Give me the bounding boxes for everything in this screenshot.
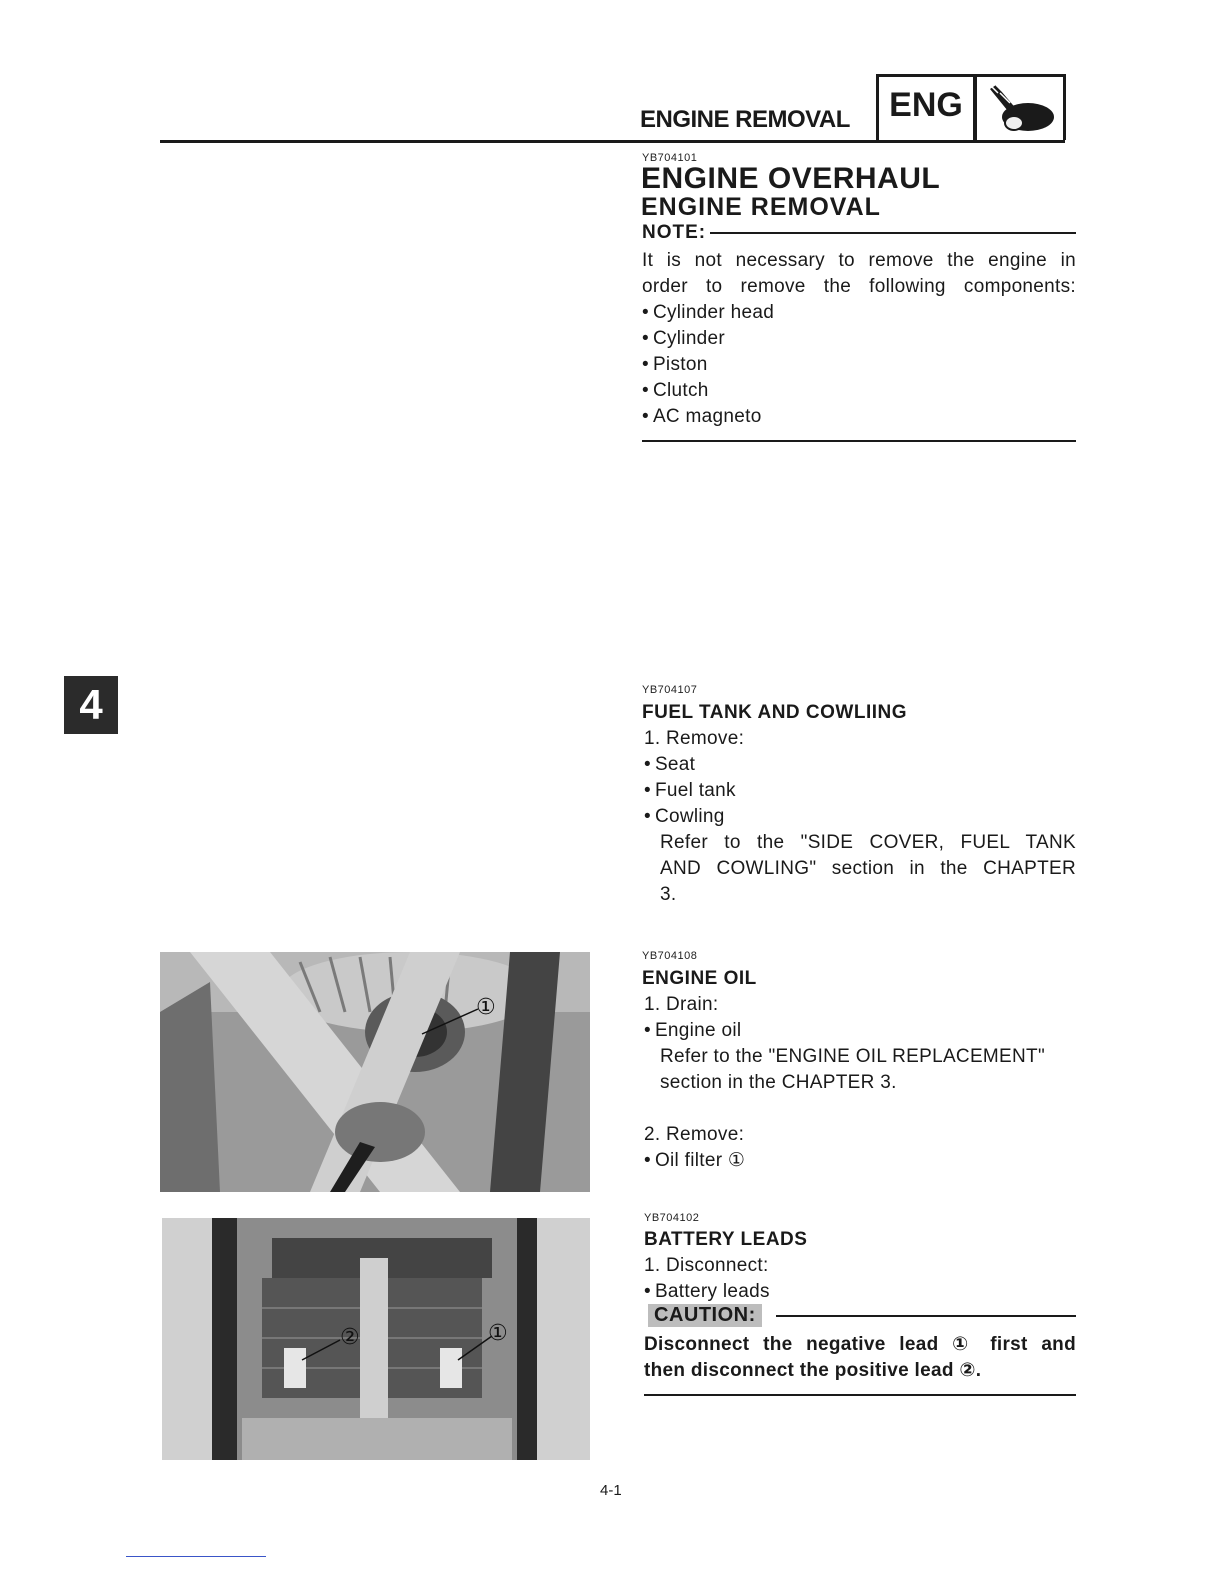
section-code: YB704102 [644, 1212, 700, 1224]
section-code: YB704107 [642, 684, 698, 696]
chapter-tab: 4 [64, 676, 118, 734]
section-title: ENGINE OIL [642, 968, 757, 989]
callout-1: ① [476, 994, 496, 1019]
list-item: • Cowling [644, 804, 1076, 830]
header-title: ENGINE REMOVAL [640, 106, 850, 133]
list-item: • Seat [644, 752, 1076, 778]
list-item: • Clutch [642, 378, 1076, 404]
caution-rule [776, 1315, 1076, 1317]
list-item: • Cylinder [642, 326, 1076, 352]
fuel-tank-body [644, 726, 1076, 908]
callout-1: ① [488, 1320, 508, 1345]
footer-link-line [126, 1556, 266, 1557]
caution-line: Disconnect the negative lead ① first and [644, 1334, 1076, 1355]
section-code: YB704108 [642, 950, 698, 962]
note-rule [710, 232, 1076, 234]
caution-label: CAUTION: [648, 1304, 762, 1327]
note-line: order to remove the following components: [642, 276, 1076, 297]
section-title: BATTERY LEADS [644, 1229, 808, 1250]
list-item: • Oil filter ① [644, 1148, 1076, 1174]
page-title: ENGINE OVERHAUL [641, 162, 941, 195]
page-number: 4-1 [600, 1482, 622, 1499]
engine-wrench-icon [974, 74, 1066, 140]
note-text [642, 248, 1076, 430]
list-item: • Cylinder head [642, 300, 1076, 326]
list-item: • Battery leads [644, 1279, 1076, 1305]
note-end-rule [642, 440, 1076, 442]
section-title: FUEL TANK AND COWLIING [642, 702, 908, 723]
section-title: ENGINE REMOVAL [641, 193, 881, 221]
step-text: 2. Remove: [644, 1124, 745, 1145]
refer-text: AND COWLING" section in the CHAPTER [660, 858, 1076, 879]
list-item: • AC magneto [642, 404, 1076, 430]
caution-end-rule [644, 1394, 1076, 1396]
step-text: 1. Disconnect: [644, 1255, 769, 1276]
caution-header [648, 1304, 1076, 1327]
refer-text: Refer to the "ENGINE OIL REPLACEMENT" [660, 1046, 1045, 1067]
list-item: • Engine oil [644, 1018, 1076, 1044]
engine-oil-body [644, 992, 1076, 1174]
section-code: YB704101 [642, 152, 698, 164]
note-line: It is not necessary to remove the engine in [642, 250, 1076, 271]
refer-text: section in the CHAPTER 3. [660, 1072, 897, 1093]
oil-filter-photo [160, 952, 590, 1192]
battery-photo [162, 1218, 590, 1460]
note-header [642, 222, 1076, 244]
step-text: 1. Drain: [644, 994, 719, 1015]
note-label: NOTE: [642, 222, 707, 243]
list-item: • Piston [642, 352, 1076, 378]
section-badge: ENG [876, 74, 976, 140]
refer-text: 3. [660, 884, 677, 905]
list-item: • Fuel tank [644, 778, 1076, 804]
battery-body [644, 1253, 1076, 1305]
header-rule [160, 140, 1065, 143]
caution-line: then disconnect the positive lead ②. [644, 1360, 982, 1381]
callout-2: ② [340, 1324, 360, 1349]
spacer [644, 1096, 1076, 1122]
step-text: 1. Remove: [644, 728, 745, 749]
caution-text [644, 1332, 1076, 1384]
refer-text: Refer to the "SIDE COVER, FUEL TANK [660, 832, 1076, 853]
